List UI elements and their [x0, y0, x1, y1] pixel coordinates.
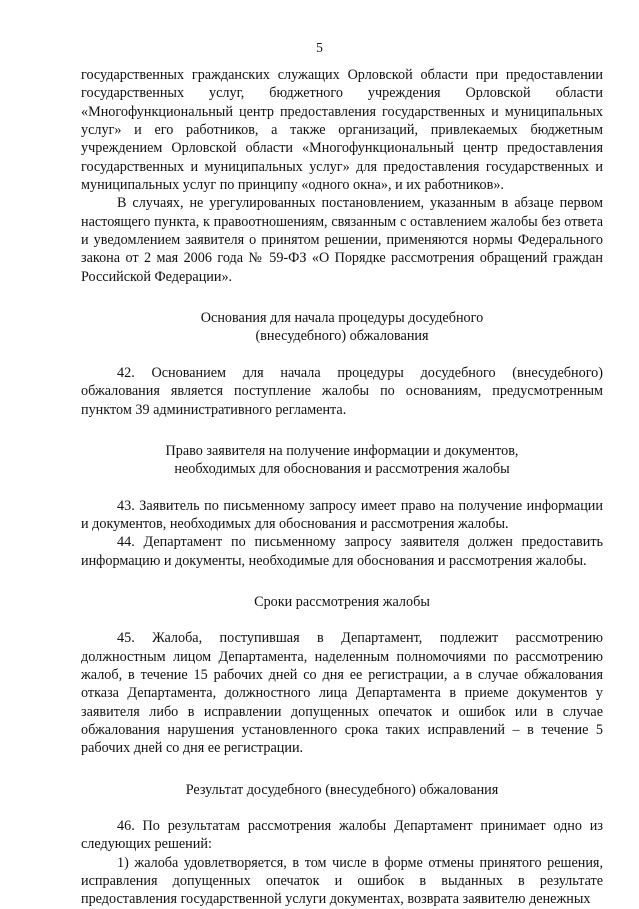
spacer	[81, 346, 603, 364]
paragraph-42: 42. Основанием для начала процедуры досудебного (внесудебного) обжалования является поступление жалобы по основаниям, предусмотренным пунктом 39 административного регламента.	[81, 364, 603, 418]
section-heading-grounds	[81, 309, 603, 346]
paragraph-continuation: государственных гражданских служащих Орловской области при предоставлении государственных услуг, бюджетного учреждения Орловской области «Многофункциональный центр предоставления государственных и муниципальных услуг» и его работников, а также организаций, привлекаемых бюджетным учреждением Орловской области «Многофункциональный центр предоставления государственных и муниципальных услуг» для предоставления государственных и муниципальных услуг по принципу «одного окна», и их работников».	[81, 67, 603, 194]
paragraph-43: 43. Заявитель по письменному запросу имеет право на получение информации и документов, необходимых для обоснования и рассмотрения жалобы.	[81, 497, 603, 532]
spacer	[81, 758, 603, 781]
spacer	[81, 799, 603, 817]
spacer	[81, 286, 603, 309]
paragraph-unregulated-cases: В случаях, не урегулированных постановлением, указанным в абзаце первом настоящего пункта, к правоотношениям, связанным с оставлением жалобы без ответа и уведомлением заявителя о принятом решении, применяются нормы Федерального закона от 2 мая 2006 года № 59-ФЗ «О Порядке рассмотрения обращений граждан Российской Федерации».	[81, 195, 603, 285]
section-heading-line: необходимых для обоснования и рассмотрения жалобы	[174, 461, 510, 478]
section-heading-line: Сроки рассмотрения жалобы	[254, 593, 430, 610]
page-number: 5	[316, 40, 323, 55]
spacer	[81, 419, 603, 442]
paragraph-46: 46. По результатам рассмотрения жалобы Департамент принимает одно из следующих решений:	[81, 818, 603, 853]
section-heading-line: Результат досудебного (внесудебного) обжалования	[185, 781, 499, 798]
paragraph-44: 44. Департамент по письменному запросу заявителя должен предоставить информацию и документы, необходимые для обоснования и рассмотрения жалобы.	[81, 534, 603, 569]
section-heading-result	[81, 781, 603, 799]
section-heading-applicant-rights	[81, 442, 603, 479]
spacer	[81, 570, 603, 593]
document-body	[81, 66, 603, 909]
section-heading-line: (внесудебного) обжалования	[255, 328, 429, 345]
section-heading-review-terms	[81, 593, 603, 611]
paragraph-45: 45. Жалоба, поступившая в Департамент, подлежит рассмотрению должностным лицом Департамента, наделенным полномочиями по рассмотрению жалоб, в течение 15 рабочих дней со дня ее регистрации, а в случае обжалования отказа Департамента, должностного лица Департамента в приеме документов у заявителя либо в исправлении допущенных опечаток и ошибок или в случае обжалования нарушения установленного срока таких исправлений – в течение 5 рабочих дней со дня ее регистрации.	[81, 630, 603, 757]
spacer	[81, 479, 603, 497]
section-heading-line: Основания для начала процедуры досудебного	[200, 310, 484, 327]
section-heading-line: Право заявителя на получение информации и документов,	[165, 442, 519, 459]
paragraph-46-item-1: 1) жалоба удовлетворяется, в том числе в форме отмены принятого решения, исправления допущенных опечаток и ошибок в выданных в результате предоставления государственной услуги документах, возврата заявителю денежных	[81, 854, 603, 908]
spacer	[81, 611, 603, 629]
